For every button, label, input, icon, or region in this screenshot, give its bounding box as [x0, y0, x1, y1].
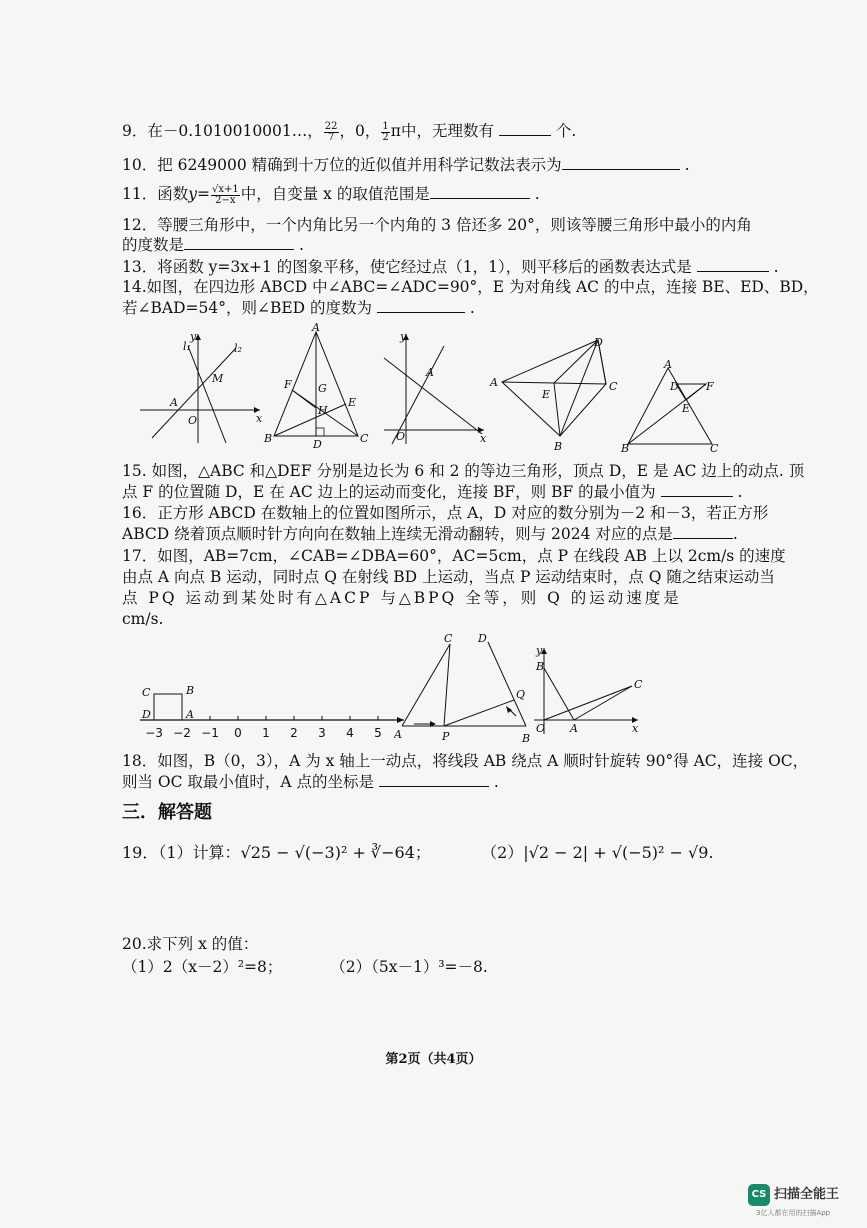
q19-part2: （2）|√2 − 2| + √(−5)² − √9.: [481, 843, 714, 862]
question-12-line1: 12．等腰三角形中，一个内角比另一个内角的 3 倍还多 20°，则该等腰三角形中最小的内角: [122, 216, 752, 234]
segment-ac: [574, 686, 632, 720]
segment-cp: [444, 644, 450, 726]
label-D: D: [313, 438, 322, 450]
label-C: C: [609, 380, 618, 393]
label-C: C: [360, 432, 369, 445]
label-l2: l₂: [234, 342, 242, 355]
page-footer: 第2页（共4页）: [385, 1052, 482, 1067]
question-20-parts: [122, 957, 762, 977]
label-D: D: [478, 632, 487, 645]
label-G: G: [318, 382, 327, 395]
number-line-tick-label: 2: [290, 726, 298, 740]
quadrilateral-abcd: [502, 340, 606, 436]
label-C: C: [142, 686, 151, 699]
question-17-line4: cm/s.: [122, 610, 164, 628]
question-15-line1: 15. 如图，△ABC 和△DEF 分别是边长为 6 和 2 的等边三角形，顶点 D，E 是 AC 边上的动点. 顶: [122, 462, 805, 480]
question-17-line2: 由点 A 向点 B 运动，同时点 Q 在射线 BD 上运动，当点 P 运动结束时，点 Q 随之结束运动当: [122, 568, 775, 586]
number-line-tick-label: 1: [262, 726, 270, 740]
question-13: 13．将函数 y=3x+1 的图象平移，使它经过点（1，1），则平移后的函数表达式是 .: [122, 258, 779, 276]
section-title-answers: 三．解答题: [122, 802, 212, 823]
label-C: C: [444, 632, 453, 645]
scanner-watermark: [748, 1180, 858, 1220]
label-B: B: [186, 684, 195, 697]
figure-q17: [394, 628, 534, 746]
question-16-line1: 16．正方形 ABCD 在数轴上的位置如图所示，点 A，D 对应的数分别为－2 和－3，若正方形: [122, 504, 769, 522]
label-O: O: [188, 414, 198, 427]
q11-fraction: $\frac{√x+1}{2-x}$: [211, 183, 239, 206]
figure-quadrilateral-q14: [486, 332, 626, 456]
answer-blank[interactable]: [673, 524, 733, 539]
label-C: C: [710, 442, 719, 455]
answer-blank[interactable]: [430, 184, 530, 199]
figure-axes-lines: [382, 330, 488, 448]
label-A: A: [570, 722, 578, 735]
segment-be: [554, 383, 560, 436]
q9-fraction-22-7: $\frac{22}{7}$: [324, 120, 338, 143]
right-angle-mark: [316, 428, 324, 436]
square-abcd: [154, 694, 182, 720]
watermark-name: 扫描全能王: [774, 1187, 840, 1202]
label-E: E: [682, 402, 691, 415]
question-16-line2: ABCD 绕着顶点顺时针方向向在数轴上连续无滑动翻转，则与 2024 对应的点是 .: [122, 525, 738, 543]
label-x: x: [480, 432, 487, 445]
label-F: F: [706, 380, 714, 393]
label-B: B: [554, 440, 563, 453]
question-11: 11．函数y= $\frac{√x+1}{2-x}$ 中，自变量 x 的取值范围是 .: [122, 183, 540, 206]
label-x: x: [256, 412, 263, 425]
motion-arrow-q-head: [506, 706, 512, 713]
line-l1: [188, 346, 226, 443]
label-P: P: [442, 730, 450, 743]
q9-fraction-1-2: $\frac{1}{2}$: [382, 120, 389, 143]
question-9: 9．在－0.1010010001…， $\frac{22}{7}$ ，0， $\frac{1}{2}$ π中，无理数有 个.: [122, 120, 577, 143]
label-E: E: [348, 396, 357, 409]
figure-q18: [532, 644, 644, 736]
question-20-title: 20.求下列 x 的值：: [122, 935, 259, 953]
question-19: [122, 843, 762, 863]
number-line-tick-label: 5: [374, 726, 382, 740]
answer-blank[interactable]: [499, 121, 551, 136]
q20-part2: （2）（5x－1）³=－8.: [330, 958, 488, 976]
question-14-line1: 14.如图，在四边形 ABCD 中∠ABC=∠ADC=90°，E 为对角线 AC 的中点，连接 BE、ED、BD，: [122, 278, 819, 296]
question-18-line1: 18．如图，B（0，3），A 为 x 轴上一动点，将线段 AB 绕点 A 顺时针旋转 90°得 AC，连接 OC，: [122, 752, 809, 770]
label-F: F: [284, 378, 292, 391]
question-17-line3: 点 PQ 运动到某处时有△ACP 与△BPQ 全等，则 Q 的运动速度是: [122, 589, 682, 607]
figure-equilateral-triangles: [620, 360, 724, 456]
label-C: C: [634, 678, 643, 691]
segment-ac: [402, 644, 450, 726]
answer-blank[interactable]: [697, 257, 769, 272]
label-A: A: [426, 366, 434, 379]
label-A: A: [170, 396, 178, 409]
label-A: A: [312, 322, 320, 334]
figure-two-lines: [136, 328, 264, 448]
label-O: O: [536, 722, 546, 735]
answer-blank[interactable]: [377, 298, 465, 313]
label-E: E: [542, 388, 551, 401]
question-14-line2: 若∠BAD=54°，则∠BED 的度数为 .: [122, 299, 475, 317]
label-B: B: [621, 442, 630, 455]
answer-blank[interactable]: [661, 482, 733, 497]
answer-blank[interactable]: [184, 235, 294, 250]
triangle-def: [676, 384, 706, 400]
camscanner-logo-icon: CS: [748, 1184, 770, 1206]
segment-ab: [544, 668, 574, 720]
label-D: D: [142, 708, 151, 721]
label-B: B: [536, 660, 545, 673]
label-Q: Q: [516, 688, 526, 701]
label-M: M: [212, 372, 224, 385]
label-B: B: [264, 432, 273, 445]
segment-fh: [292, 390, 316, 408]
label-y: y: [190, 330, 197, 343]
number-line-tick-label: 4: [346, 726, 354, 740]
answer-blank[interactable]: [562, 155, 680, 170]
q20-part1: （1）2（x－2）²=8；: [122, 958, 283, 976]
answer-blank[interactable]: [379, 772, 489, 787]
q9-prefix: 9．在－0.1010010001…，: [122, 122, 323, 140]
label-B: B: [522, 732, 531, 745]
label-D: D: [670, 380, 679, 393]
label-y: y: [536, 644, 543, 657]
segment-ed: [554, 340, 598, 383]
number-line-tick-label: −2: [173, 726, 191, 740]
segment-pq: [444, 700, 514, 726]
question-10: 10．把 6249000 精确到十万位的近似值并用科学记数法表示为 .: [122, 156, 690, 174]
label-D: D: [594, 336, 603, 349]
number-line-tick-label: −3: [145, 726, 163, 740]
label-x: x: [632, 722, 639, 735]
question-15-line2: 点 F 的位置随 D，E 在 AC 边上的运动而变化，连接 BF，则 BF 的最小值为 .: [122, 483, 743, 501]
label-A: A: [664, 360, 672, 371]
number-line-tick-label: 0: [234, 726, 242, 740]
label-A: A: [490, 376, 498, 389]
number-line-tick-label: 3: [318, 726, 326, 740]
figure-number-line: [138, 680, 408, 746]
number-line-tick-label: −1: [201, 726, 219, 740]
figure-triangle-altitudes: [262, 322, 374, 450]
question-18-line2: 则当 OC 取最小值时，A 点的坐标是 .: [122, 773, 499, 791]
question-12-line2: 的度数是 .: [122, 236, 304, 254]
label-A: A: [394, 728, 402, 741]
label-O: O: [396, 430, 406, 443]
label-H: H: [318, 404, 328, 417]
label-l1: l₁: [183, 340, 191, 353]
label-y: y: [400, 330, 407, 343]
label-A: A: [186, 708, 194, 721]
q19-part1: 19．（1）计算：√25 − √(−3)² + ∛−64；: [122, 843, 431, 862]
watermark-subtitle: 3亿人都在用的扫描App: [756, 1209, 831, 1217]
segment-bd: [488, 642, 526, 726]
question-17-line1: 17．如图，AB=7cm，∠CAB=∠DBA=60°，AC=5cm，点 P 在线段 AB 上以 2cm/s 的速度: [122, 547, 786, 565]
